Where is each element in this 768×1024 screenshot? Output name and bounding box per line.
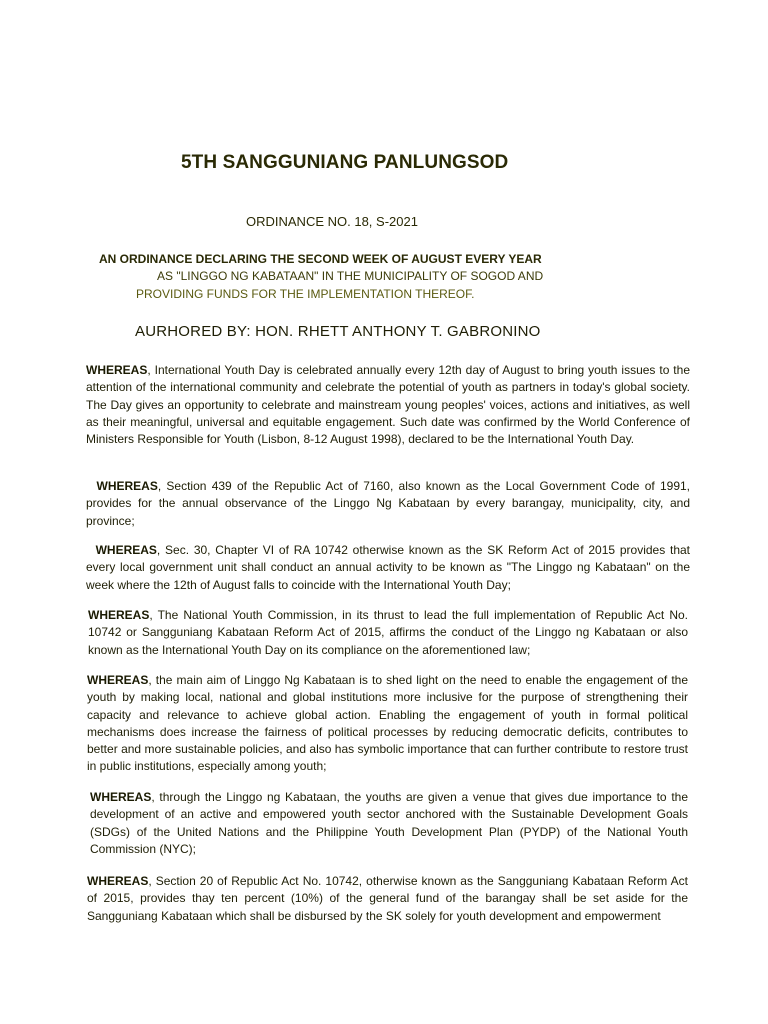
whereas-text: , Section 20 of Republic Act No. 10742, otherwise known as the Sangguniang Kabataan Reform Act of 2015, provides thay ten percent (10%) of the general fund of the barangay shall be set aside for the Sangguniang Kabataan which shall be disbursed by the SK solely for youth development and empowerment: [87, 874, 688, 923]
whereas-label: WHEREAS: [87, 874, 149, 888]
whereas-paragraph-1: [86, 362, 690, 448]
whereas-label: WHEREAS: [88, 608, 150, 622]
whereas-text: , the main aim of Linggo Ng Kabataan is to shed light on the need to enable the engagement of the youth by making local, national and global institutions more inclusive for the purpose of strengthening their capacity and relevance to achieve global action. Enabling the engagement of youth in formal political mechanisms does increase the fairness of political processes by reducing democratic deficits, contributes to better and more sustainable policies, and also has symbolic importance that can further contribute to restore trust in public institutions, especially among youth;: [87, 673, 688, 774]
whereas-paragraph-5: [87, 672, 688, 776]
whereas-paragraph-3: [86, 542, 690, 594]
whereas-paragraph-2: [86, 478, 690, 530]
whereas-paragraph-6: [90, 789, 688, 858]
ordinance-heading-line-2: AS "LINGGO NG KABATAAN" IN THE MUNICIPALITY OF SOGOD AND: [157, 269, 544, 283]
whereas-text: , International Youth Day is celebrated annually every 12th day of August to bring youth issues to the attention of the international community and celebrate the potential of youth as partners in today's global society. The Day gives an opportunity to celebrate and mainstream young peoples' voices, actions and initiatives, as well as their meaningful, universal and equitable engagement. Such date was confirmed by the World Conference of Ministers Responsible for Youth (Lisbon, 8-12 August 1998), declared to be the International Youth Day.: [86, 363, 690, 447]
whereas-paragraph-7: [87, 873, 688, 925]
whereas-text: , Section 439 of the Republic Act of 7160, also known as the Local Government Code of 1991, provides for the annual observance of the Linggo Ng Kabataan by every barangay, municipality, city, and province;: [86, 479, 691, 528]
ordinance-heading-line-3: PROVIDING FUNDS FOR THE IMPLEMENTATION THEREOF.: [136, 287, 475, 301]
whereas-label: WHEREAS: [95, 543, 157, 557]
authored-by: AURHORED BY: HON. RHETT ANTHONY T. GABRONINO: [135, 323, 541, 340]
ordinance-heading-line-1: AN ORDINANCE DECLARING THE SECOND WEEK OF AUGUST EVERY YEAR: [99, 252, 542, 266]
whereas-text: , The National Youth Commission, in its thrust to lead the full implementation of Republic Act No. 10742 or Sangguniang Kabataan Reform Act of 2015, affirms the conduct of the Linggo ng Kabataan or also known as the International Youth Day on its compliance on the aforementioned law;: [88, 608, 688, 657]
whereas-label: WHEREAS: [86, 363, 148, 377]
document-title: 5TH SANGGUNIANG PANLUNGSOD: [181, 152, 509, 173]
whereas-label: WHEREAS: [96, 479, 158, 493]
whereas-label: WHEREAS: [87, 673, 149, 687]
whereas-text: , Sec. 30, Chapter VI of RA 10742 otherwise known as the SK Reform Act of 2015 provides that every local government unit shall conduct an annual activity to be known as "The Linggo ng Kabataan" on the week where the 12th of August falls to coincide with the International Youth Day;: [86, 543, 691, 592]
whereas-paragraph-4: [88, 607, 688, 659]
whereas-label: WHEREAS: [90, 790, 152, 804]
whereas-text: , through the Linggo ng Kabataan, the youths are given a venue that gives due importance to the development of an active and empowered youth sector anchored with the Sustainable Development Goals (SDGs) of the United Nations and the Philippine Youth Development Plan (PYDP) of the National Youth Commission (NYC);: [90, 790, 688, 856]
ordinance-number: ORDINANCE NO. 18, S-2021: [246, 214, 418, 229]
